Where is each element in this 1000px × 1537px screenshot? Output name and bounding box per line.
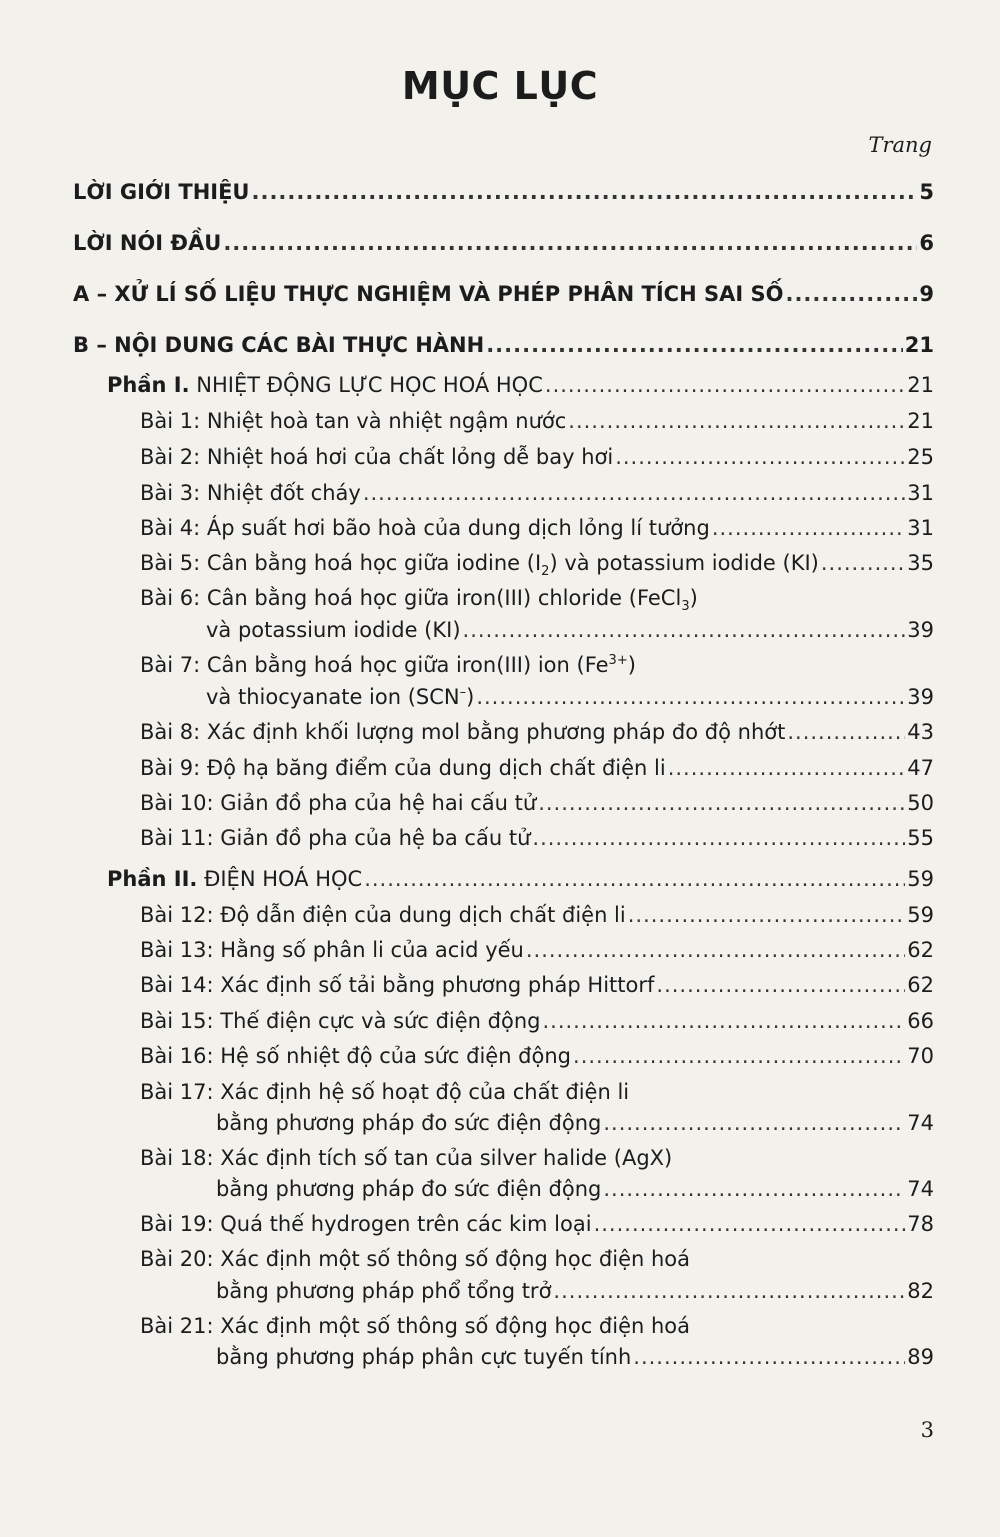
toc-item-bai-14[interactable]: Bài 14: Xác định số tải bằng phương pháp Hittorf ..... 62 [140, 973, 934, 997]
part-name: NHIỆT ĐỘNG LỰC HỌC HOÁ HỌC [196, 373, 543, 397]
toc-item-bai-12[interactable]: Bài 12: Độ dẫn điện của dung dịch chất điện li ..... 59 [140, 903, 934, 927]
toc-entry-loi-noi-dau[interactable]: LỜI NÓI ĐẦU ..... 6 [73, 231, 934, 255]
part-prefix: Phần I. [107, 373, 190, 397]
toc-item-bai-17-line1[interactable]: Bài 17: Xác định hệ số hoạt độ của chất điện li [140, 1080, 630, 1104]
toc-entry-section-b[interactable]: B – NỘI DUNG CÁC BÀI THỰC HÀNH ..... 21 [73, 333, 934, 357]
toc-item-bai-7-line2[interactable]: và thiocyanate ion (SCN–) ..... 39 [206, 685, 934, 709]
part-name: ĐIỆN HOÁ HỌC [204, 867, 363, 891]
toc-part-2[interactable]: Phần II. ĐIỆN HOÁ HỌC ..... 59 [107, 867, 934, 891]
toc-item-bai-1[interactable]: Bài 1: Nhiệt hoà tan và nhiệt ngậm nước ..... 21 [140, 409, 934, 433]
toc-item-bai-20-line1[interactable]: Bài 20: Xác định một số thông số động học điện hoá [140, 1247, 691, 1271]
toc-item-bai-16[interactable]: Bài 16: Hệ số nhiệt độ của sức điện động ..... 70 [140, 1044, 934, 1068]
toc-item-bai-3[interactable]: Bài 3: Nhiệt đốt cháy ..... 31 [140, 481, 934, 505]
toc-item-bai-8[interactable]: Bài 8: Xác định khối lượng mol bằng phương pháp đo độ nhớt ..... 43 [140, 720, 934, 744]
toc-item-bai-6-line1[interactable]: Bài 6: Cân bằng hoá học giữa iron(III) chloride (FeCl$_3$) [140, 586, 698, 615]
toc-item-bai-19[interactable]: Bài 19: Quá thế hydrogen trên các kim loại ..... 78 [140, 1212, 934, 1236]
toc-item-bai-13[interactable]: Bài 13: Hằng số phân li của acid yếu ..... 62 [140, 938, 934, 962]
toc-item-bai-2[interactable]: Bài 2: Nhiệt hoá hơi của chất lỏng dễ bay hơi ..... 25 [140, 445, 934, 469]
toc-item-bai-5[interactable]: Bài 5: Cân bằng hoá học giữa iodine $(I_2)$ và potassium iodide (KI) ..... 35 [140, 551, 934, 575]
toc-item-bai-9[interactable]: Bài 9: Độ hạ băng điểm của dung dịch chất điện li ..... 47 [140, 756, 934, 780]
page-number: 3 [920, 1418, 934, 1442]
toc-item-bai-20-line2[interactable]: bằng phương pháp phổ tổng trở ..... 82 [216, 1279, 934, 1303]
page-title: MỤC LỤC [401, 64, 599, 108]
toc-item-bai-7-line1[interactable]: Bài 7: Cân bằng hoá học giữa iron(III) ion $(Fe^{3+})$ [140, 653, 636, 677]
toc-item-bai-4[interactable]: Bài 4: Áp suất hơi bão hoà của dung dịch lỏng lí tưởng ..... 31 [140, 516, 934, 540]
part-prefix: Phần II. [107, 867, 198, 891]
toc-item-bai-21-line1[interactable]: Bài 21: Xác định một số thông số động học điện hoá [140, 1314, 691, 1338]
toc-entry-loi-gioi-thieu[interactable]: LỜI GIỚI THIỆU ..... 5 [73, 180, 934, 204]
toc-item-bai-15[interactable]: Bài 15: Thế điện cực và sức điện động ..... 66 [140, 1009, 934, 1033]
toc-item-bai-18-line2[interactable]: bằng phương pháp đo sức điện động ..... 74 [216, 1177, 934, 1201]
toc-item-bai-18-line1[interactable]: Bài 18: Xác định tích số tan của silver halide (AgX) [140, 1146, 673, 1170]
toc-item-bai-21-line2[interactable]: bằng phương pháp phân cực tuyến tính ..... 89 [216, 1345, 934, 1369]
toc-item-bai-6-line2[interactable]: và potassium iodide (KI) ..... 39 [206, 618, 934, 642]
toc-item-bai-10[interactable]: Bài 10: Giản đồ pha của hệ hai cấu tử ..... 50 [140, 791, 934, 815]
toc-entry-section-a[interactable]: A – XỬ LÍ SỐ LIỆU THỰC NGHIỆM VÀ PHÉP PHÂN TÍCH SAI SỐ ..... 9 [73, 282, 934, 306]
page-column-label: Trang [868, 133, 932, 157]
toc-item-bai-11[interactable]: Bài 11: Giản đồ pha của hệ ba cấu tử ..... 55 [140, 826, 934, 850]
toc-item-bai-17-line2[interactable]: bằng phương pháp đo sức điện động ..... 74 [216, 1111, 934, 1135]
toc-part-1[interactable]: Phần I. NHIỆT ĐỘNG LỰC HỌC HOÁ HỌC ..... 21 [107, 373, 934, 397]
